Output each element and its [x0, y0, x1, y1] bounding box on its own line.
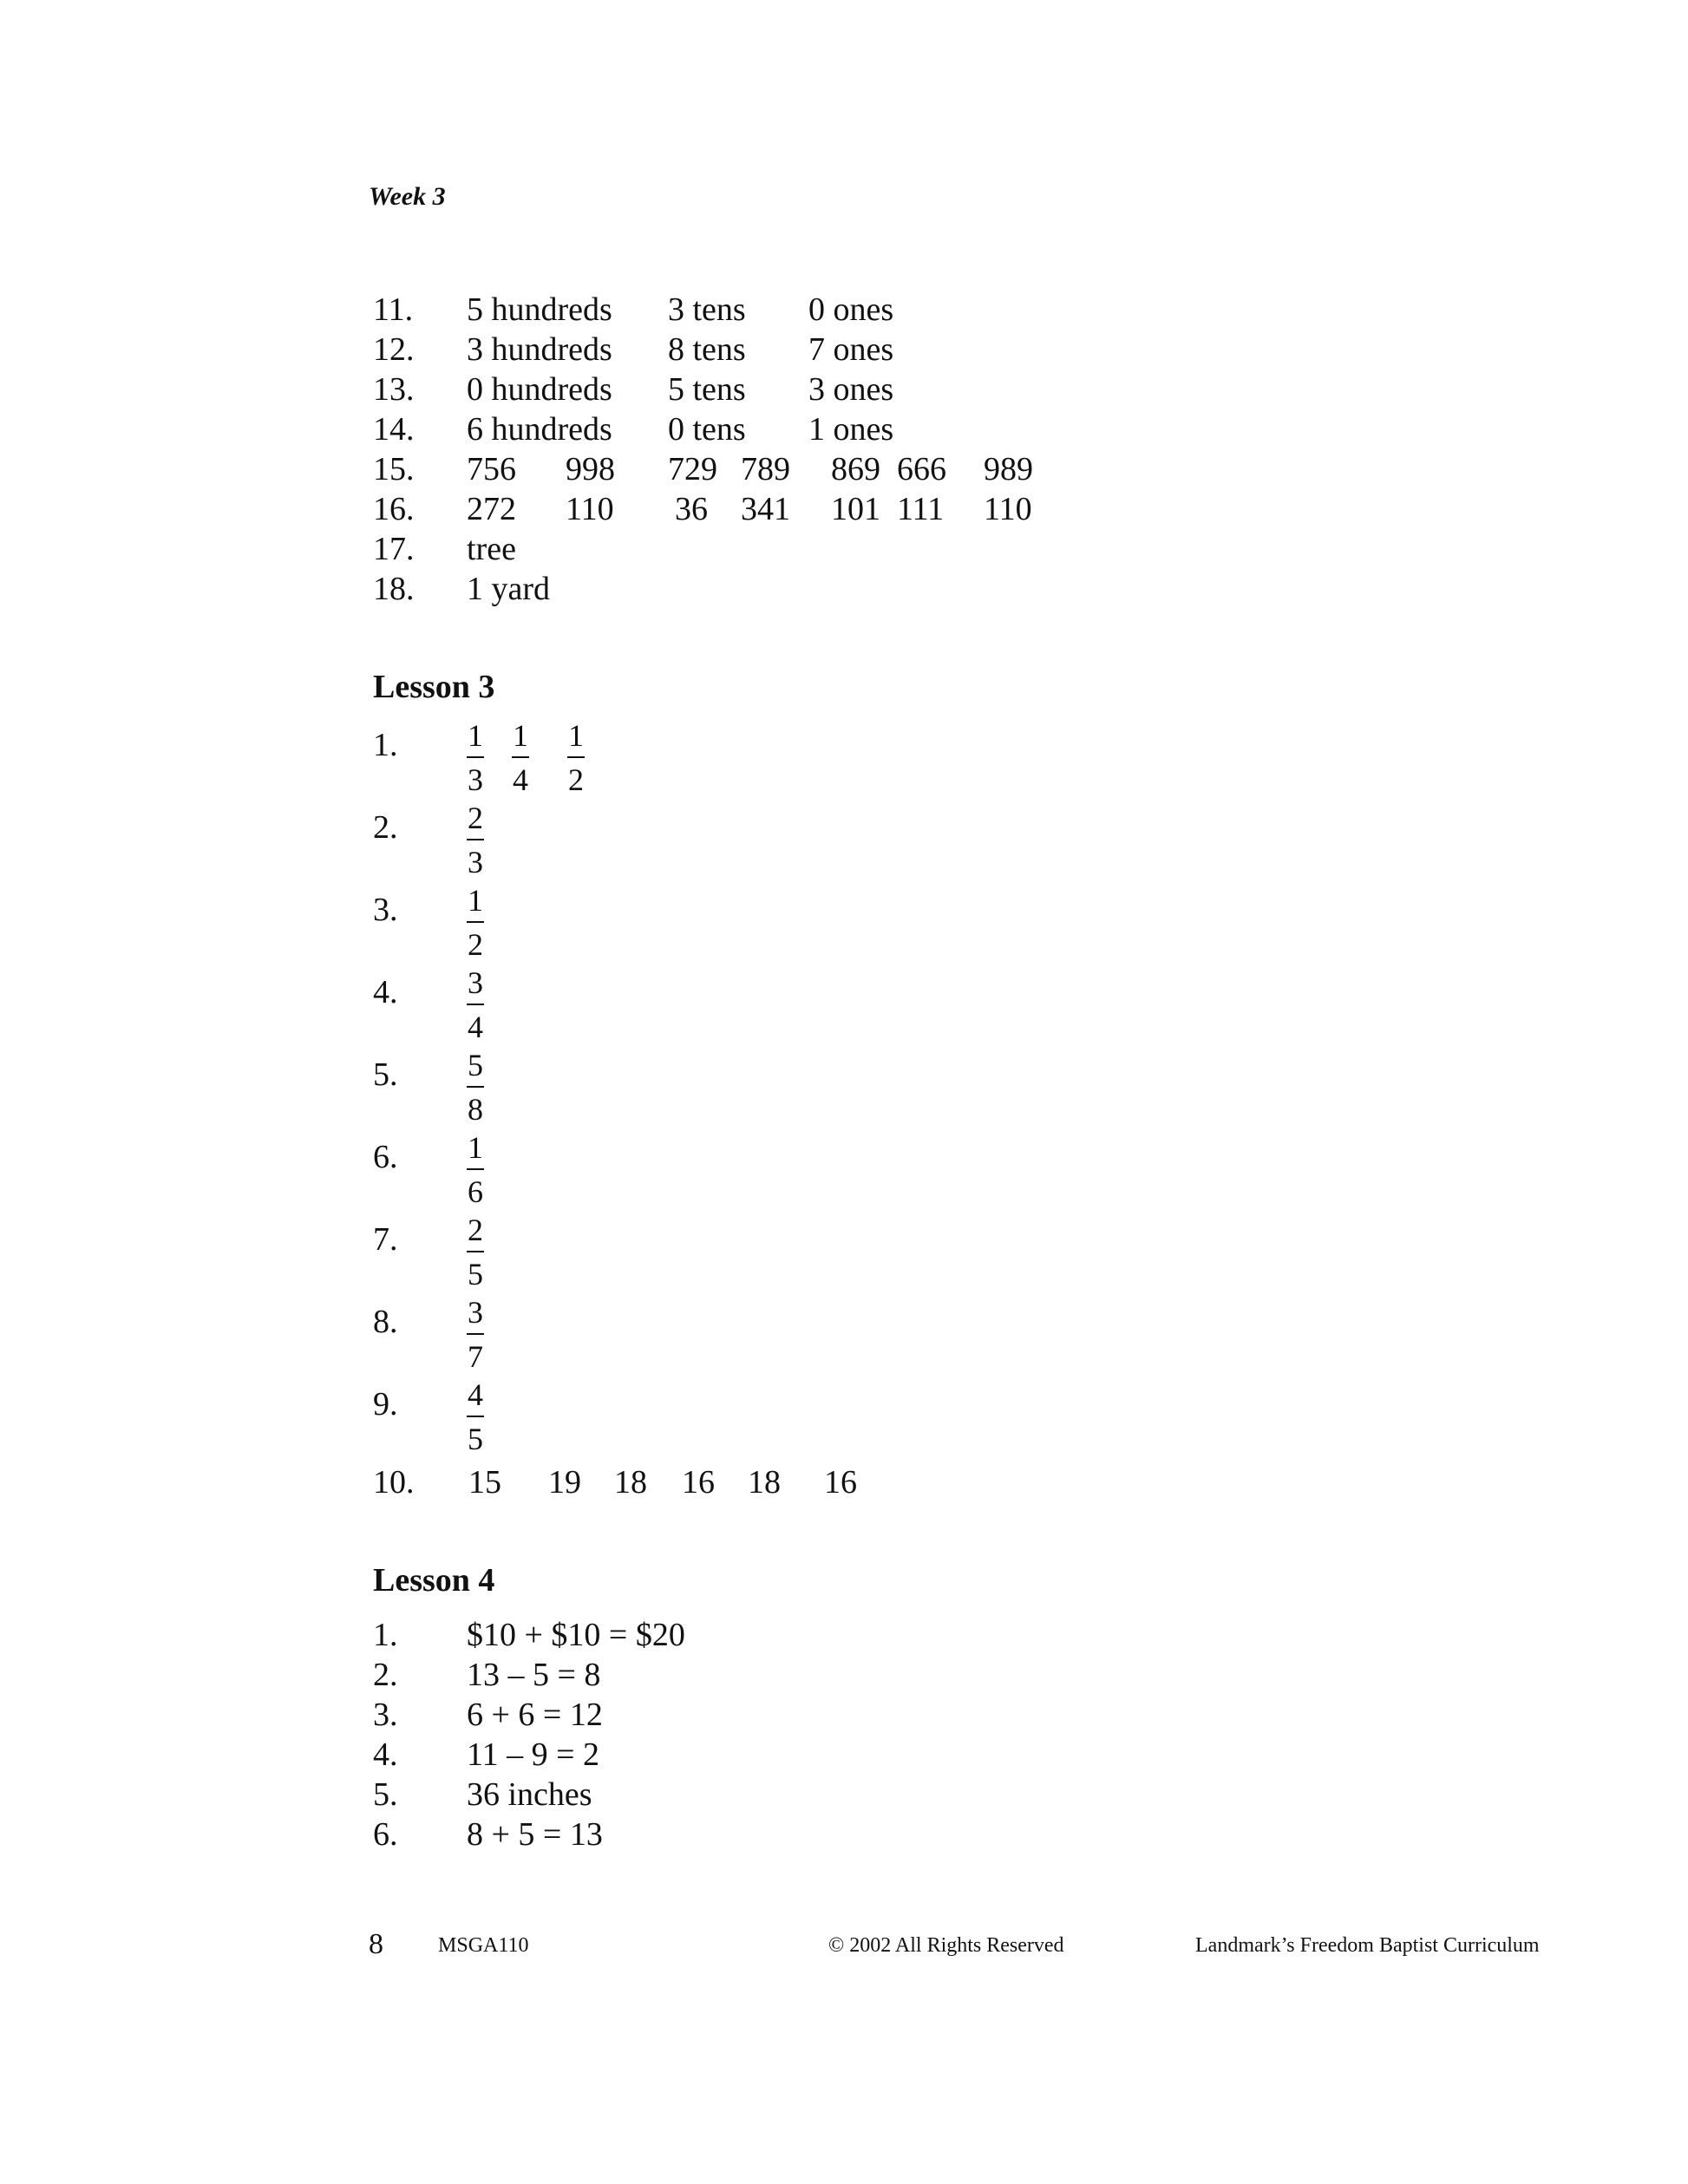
- answer-ones: 1 ones: [808, 411, 894, 448]
- item-number: 4.: [373, 1736, 398, 1773]
- item-number: 1.: [373, 1617, 398, 1653]
- fraction-bar: [467, 1086, 484, 1088]
- numerator: 1: [468, 883, 483, 918]
- denominator: 7: [468, 1339, 483, 1374]
- denominator: 3: [468, 845, 483, 879]
- numerator: 5: [468, 1048, 483, 1082]
- item-number: 9.: [373, 1386, 398, 1422]
- denominator: 3: [468, 762, 483, 797]
- answer-hundreds: 3 hundreds: [467, 331, 612, 368]
- answer-hundreds: 6 hundreds: [467, 411, 612, 448]
- answer-value: 19: [548, 1464, 581, 1501]
- answer-ones: 7 ones: [808, 331, 894, 368]
- answer-ones: 3 ones: [808, 371, 894, 408]
- numerator: 2: [468, 1213, 483, 1247]
- fraction-bar: [467, 839, 484, 840]
- answer-value: 869: [831, 451, 880, 487]
- fraction: [467, 885, 484, 960]
- item-number: 6.: [373, 1139, 398, 1175]
- numerator: 4: [468, 1377, 483, 1412]
- item-number: 8.: [373, 1304, 398, 1340]
- item-number: 15.: [373, 451, 415, 487]
- page-number: 8: [369, 1928, 383, 1960]
- numerator: 1: [468, 1130, 483, 1165]
- fraction: [467, 967, 484, 1043]
- numerator: 3: [468, 1295, 483, 1330]
- answer-value: 111: [897, 491, 945, 527]
- item-number: 17.: [373, 531, 415, 567]
- fraction: [467, 720, 484, 795]
- answer-value: 341: [741, 491, 790, 527]
- fraction-bar: [512, 756, 529, 758]
- answer-value: 998: [566, 451, 615, 487]
- answer-value: 18: [614, 1464, 647, 1501]
- fraction-bar: [567, 756, 585, 758]
- denominator: 8: [468, 1092, 483, 1127]
- denominator: 5: [468, 1257, 483, 1291]
- fraction: [467, 1214, 484, 1290]
- item-number: 3.: [373, 1697, 398, 1733]
- answer-ones: 0 ones: [808, 291, 894, 328]
- answer-value: 110: [566, 491, 614, 527]
- answer-value: 789: [741, 451, 790, 487]
- answer-text: 6 + 6 = 12: [467, 1697, 603, 1733]
- denominator: 6: [468, 1174, 483, 1209]
- answer-value: 18: [748, 1464, 781, 1501]
- course-code: MSGA110: [438, 1934, 529, 1957]
- item-number: 2.: [373, 1657, 398, 1693]
- publisher: Landmark’s Freedom Baptist Curriculum: [1195, 1934, 1540, 1957]
- item-number: 14.: [373, 411, 415, 448]
- answer-value: 101: [831, 491, 880, 527]
- answer-text: 11 – 9 = 2: [467, 1736, 600, 1773]
- fraction-bar: [467, 1251, 484, 1252]
- fraction: [467, 1132, 484, 1207]
- item-number: 7.: [373, 1221, 398, 1258]
- week-header: Week 3: [369, 182, 446, 211]
- answer-text: tree: [467, 531, 516, 567]
- answer-value: 756: [467, 451, 516, 487]
- answer-value: 16: [824, 1464, 857, 1501]
- fraction-bar: [467, 1333, 484, 1335]
- item-number: 18.: [373, 571, 415, 607]
- fraction-bar: [467, 1416, 484, 1417]
- answer-text: 8 + 5 = 13: [467, 1816, 603, 1853]
- item-number: 3.: [373, 892, 398, 928]
- item-number: 13.: [373, 371, 415, 408]
- answer-text: 13 – 5 = 8: [467, 1657, 601, 1693]
- fraction-bar: [467, 1168, 484, 1170]
- lesson-3-title: Lesson 3: [373, 669, 495, 705]
- answer-value: 729: [668, 451, 717, 487]
- answer-text: 1 yard: [467, 571, 551, 607]
- fraction-bar: [467, 921, 484, 923]
- item-number: 4.: [373, 974, 398, 1010]
- fraction: [567, 720, 585, 795]
- denominator: 4: [513, 762, 528, 797]
- denominator: 2: [468, 927, 483, 962]
- answer-text: 36 inches: [467, 1776, 592, 1813]
- item-number: 5.: [373, 1056, 398, 1093]
- denominator: 5: [468, 1422, 483, 1456]
- fraction: [467, 1379, 484, 1455]
- answer-hundreds: 0 hundreds: [467, 371, 612, 408]
- answer-tens: 5 tens: [668, 371, 746, 408]
- item-number: 5.: [373, 1776, 398, 1813]
- answer-value: 16: [682, 1464, 715, 1501]
- denominator: 2: [568, 762, 584, 797]
- answer-value: 272: [467, 491, 516, 527]
- answer-hundreds: 5 hundreds: [467, 291, 612, 328]
- fraction: [467, 1049, 484, 1125]
- answer-value: 36: [675, 491, 708, 527]
- numerator: 3: [468, 965, 483, 1000]
- numerator: 1: [513, 718, 528, 753]
- fraction: [467, 802, 484, 878]
- answer-value: 15: [468, 1464, 501, 1501]
- answer-value: 666: [897, 451, 946, 487]
- copyright: © 2002 All Rights Reserved: [828, 1934, 1064, 1957]
- numerator: 2: [468, 801, 483, 835]
- fraction: [467, 1297, 484, 1372]
- item-number: 16.: [373, 491, 415, 527]
- item-number: 10.: [373, 1464, 415, 1501]
- fraction: [512, 720, 529, 795]
- answer-text: $10 + $10 = $20: [467, 1617, 685, 1653]
- fraction-bar: [467, 756, 484, 758]
- fraction-bar: [467, 1004, 484, 1005]
- lesson-4-title: Lesson 4: [373, 1562, 495, 1599]
- item-number: 11.: [373, 291, 414, 328]
- item-number: 2.: [373, 809, 398, 846]
- item-number: 12.: [373, 331, 415, 368]
- denominator: 4: [468, 1010, 483, 1044]
- item-number: 1.: [373, 727, 398, 763]
- item-number: 6.: [373, 1816, 398, 1853]
- answer-tens: 0 tens: [668, 411, 746, 448]
- answer-value: 110: [984, 491, 1032, 527]
- numerator: 1: [568, 718, 584, 753]
- answer-tens: 3 tens: [668, 291, 746, 328]
- answer-value: 989: [984, 451, 1033, 487]
- answer-tens: 8 tens: [668, 331, 746, 368]
- numerator: 1: [468, 718, 483, 753]
